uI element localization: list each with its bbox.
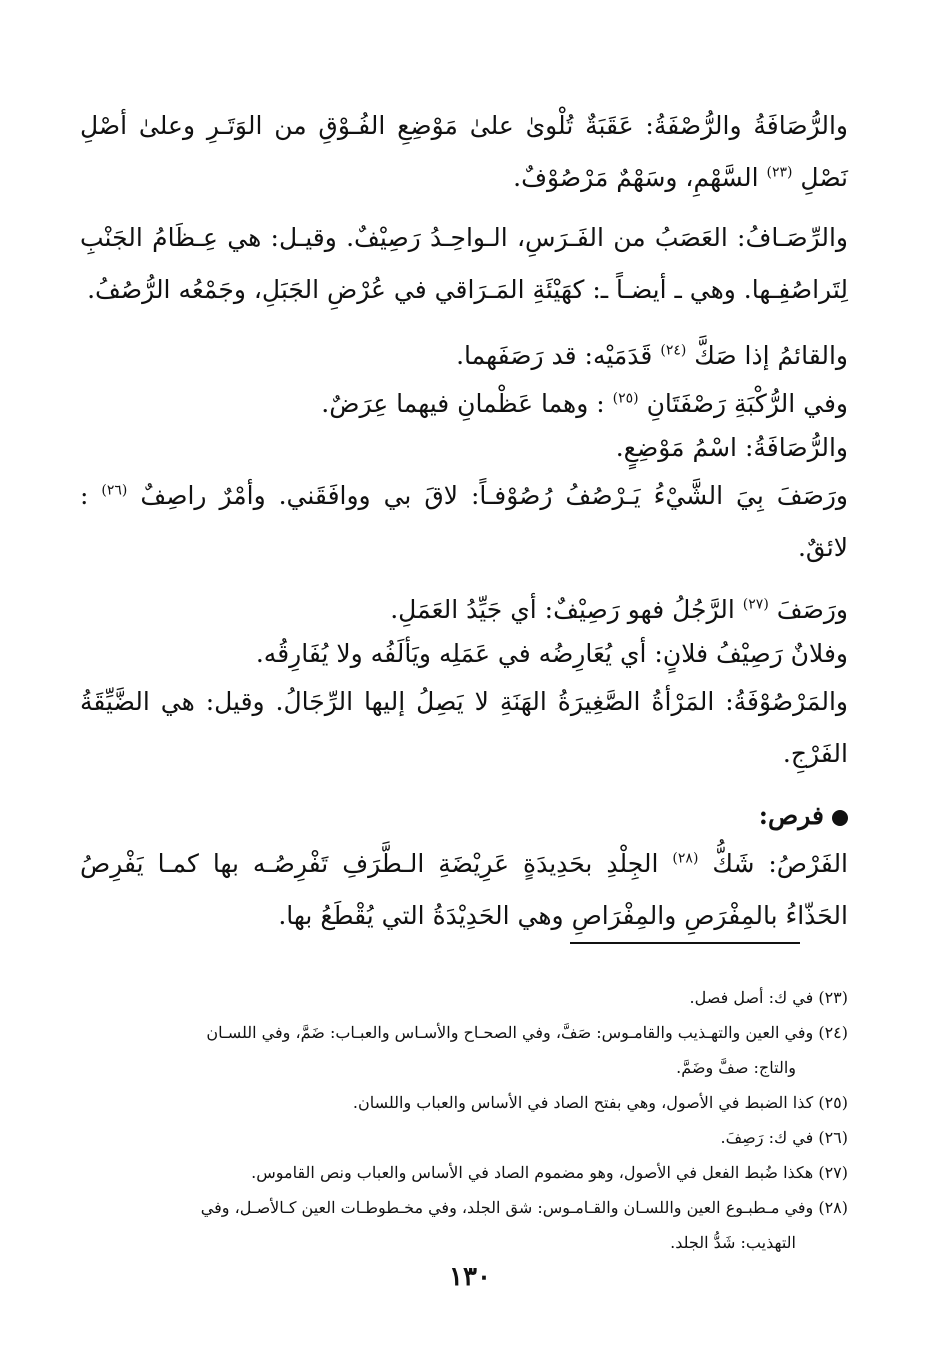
paragraph: وفلانٌ رَصِيْفُ فلانٍ: أي يُعَارِضُه في عَمَلِه ويَألَفُه ولا يُفَارِقُه. xyxy=(255,639,848,668)
paragraph-text: وفي الرُّكْبَةِ رَصْفَتَانِ xyxy=(646,389,848,418)
paragraph-text: قَدَمَيْه: قد رَصَفَهما. xyxy=(456,341,653,370)
paragraph xyxy=(80,470,848,574)
footnote xyxy=(80,1120,848,1155)
paragraph-text: الجِلْدِ بحَدِيدَةٍ عَرِيْضَةِ الـطَّرَفِ تَفْرِصُـه بها كمـا يَفْرِصُ الحَذّاءُ بالمِفْرَصِ والمِفْرَاصِ وهي الحَدِيْدَةُ التي يُقْطَعُ بها. xyxy=(80,849,848,930)
paragraph-text: ورَصَفَ بِيَ الشَّيْءُ يَـرْصُفُ رُصُوْفـاً: لاقَ بي ووافَقَني. وأمْرٌ راصِفٌ xyxy=(140,481,848,510)
footnote-marker: (٢٨) xyxy=(672,850,699,867)
footnote xyxy=(80,1155,848,1190)
paragraph xyxy=(80,100,848,204)
footnote-number: (٢٦) xyxy=(818,1128,848,1147)
paragraph-text: : لائقٌ. xyxy=(80,481,848,562)
footnote-text: في ك: أصل فصل. xyxy=(689,988,814,1007)
paragraph-text: السَّهْمِ، وسَهْمٌ مَرْصُوْفٌ. xyxy=(513,163,759,192)
footnote-marker: (٢٧) xyxy=(742,596,769,613)
footnote-text: هكذا ضُبط الفعل في الأصول، وهو مضموم الصاد في الأساس والعباب ونص القاموس. xyxy=(251,1163,814,1182)
footnote-continuation: والتاج: صفَّ وضَمَّ. xyxy=(676,1058,796,1077)
bullet-icon xyxy=(832,810,848,826)
footnote-marker: (٢٥) xyxy=(612,390,639,407)
paragraph-text: ورَصَفَ xyxy=(776,595,848,624)
paragraph: والرُّصَافَةُ: اسْمُ مَوْضِعٍ. xyxy=(615,433,848,462)
section-heading-text: فرص: xyxy=(758,801,824,830)
footnote-number: (٢٥) xyxy=(818,1093,848,1112)
paragraph xyxy=(80,330,848,382)
footnote-text: في ك: رَصِفَ. xyxy=(720,1128,814,1147)
footnote xyxy=(80,1085,848,1120)
footnote-marker: (٢٤) xyxy=(660,342,687,359)
footnote-text: وفي العين والتهـذيب والقامـوس: صَفَّ، وفي الصحـاح والأسـاس والعبـاب: ضَمَّ، وفي اللسـان xyxy=(206,1023,814,1042)
paragraph-text: والقائمُ إذا صَكَّ xyxy=(694,341,848,370)
footnote-number: (٢٣) xyxy=(818,988,848,1007)
footnote-divider xyxy=(570,942,800,944)
footnote-text: كذا الضبط في الأصول، وهي بفتح الصاد في الأساس والعباب واللسان. xyxy=(352,1093,814,1112)
paragraph-text: : وهما عَظْمانِ فيهما عِرَضٌ. xyxy=(321,389,605,418)
paragraph xyxy=(80,838,848,942)
footnote-marker: (٢٦) xyxy=(101,482,128,499)
paragraph xyxy=(80,382,848,426)
footnote-number: (٢٨) xyxy=(818,1198,848,1217)
footnote-marker: (٢٣) xyxy=(766,164,793,181)
paragraph xyxy=(80,588,848,632)
footnote-text: وفي مـطبـوع العين واللسـان والقـامـوس: شق الجلد، وفي مخـطوطـات العين كـالأصـل، وفي xyxy=(200,1198,814,1217)
footnote-number: (٢٧) xyxy=(818,1163,848,1182)
paragraph: والرِّصَـافُ: العَصَبُ من الفَـرَسِ، الـواحِـدُ رَصِيْفٌ. وقيـل: هي عِـظَامُ الجَنْبِ لِتَراصُفِـها. وهي ـ أيضـاً ـ: كهَيْئَةِ المَـرَاقي في عُرْضِ الجَبَلِ، وجَمْعُه الرُّصُفُ. xyxy=(80,223,848,304)
section-heading xyxy=(80,794,848,838)
footnote-continuation: التهذيب: شَدُّ الجلد. xyxy=(670,1233,796,1252)
footnotes xyxy=(80,980,848,1260)
paragraph-text: الفَرْصُ: شَكُّ xyxy=(712,849,849,878)
page-number: ١٣٠ xyxy=(449,1262,491,1292)
paragraph-text: والرُّصَافَةُ والرُّصْفَةُ: عَقَبَةٌ تُلْوىٰ علىٰ مَوْضِعِ الفُـوْقِ من الوَتَـرِ وعلىٰ أصْلِ نَصْلِ xyxy=(80,111,848,192)
footnote xyxy=(80,1015,848,1085)
paragraph-text: الرَّجُلُ فهو رَصِيْفٌ: أي جَيِّدُ العَمَلِ. xyxy=(390,595,735,624)
footnote xyxy=(80,980,848,1015)
footnote xyxy=(80,1190,848,1260)
main-text xyxy=(80,100,848,942)
paragraph: والمَرْصُوْفَةُ: المَرْأةُ الصَّغِيرَةُ الهَنَةِ لا يَصِلُ إليها الرِّجَالُ. وقيل: هي الضَّيِّقَةُ الفَرْجِ. xyxy=(80,687,848,768)
footnote-number: (٢٤) xyxy=(818,1023,848,1042)
